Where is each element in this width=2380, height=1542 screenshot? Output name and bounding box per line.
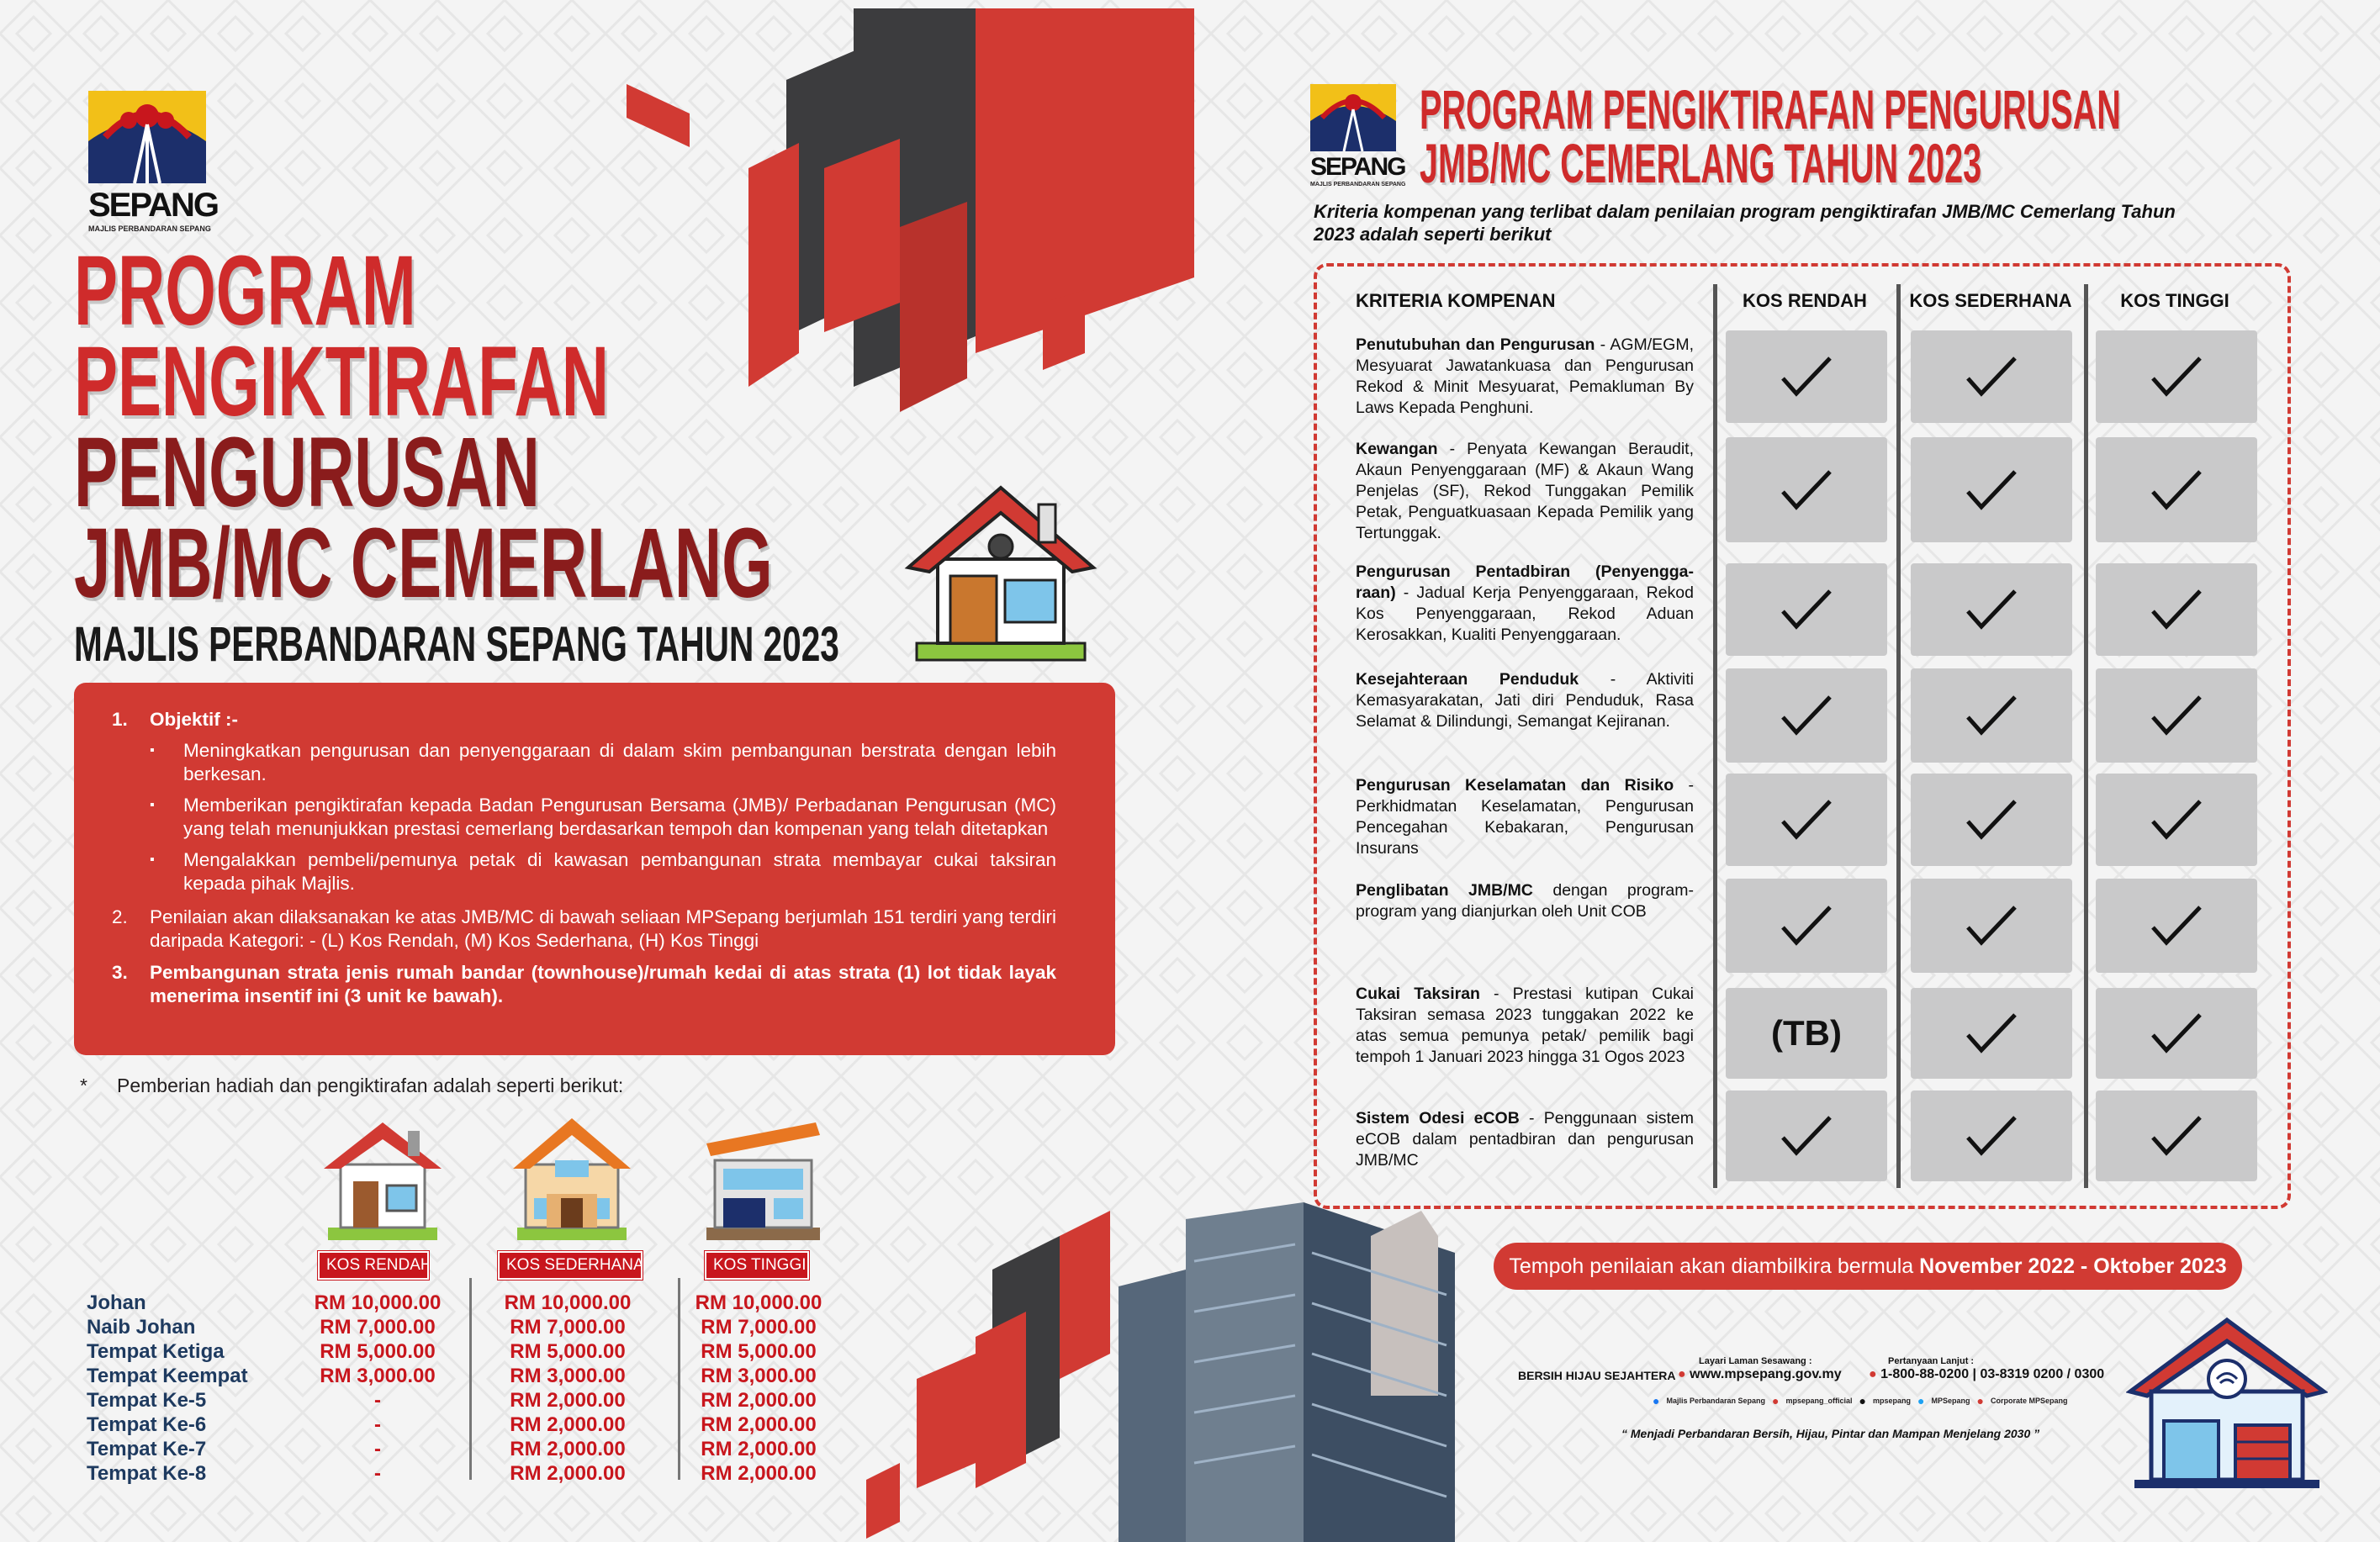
instagram-link[interactable]: mpsepang_official [1785,1397,1853,1405]
youtube-icon[interactable]: ● [1976,1394,1984,1407]
prize-value: - [374,1389,381,1412]
sepang-emblem-icon [88,91,206,183]
check-icon [1965,588,2018,631]
bullet-2: ▪ Memberikan pengiktirafan kepada Badan Pengurusan Bersama (JMB)/ Perbadanan Pengurusan (MC) yang telah menunjukkan prestasi cemerlang berdasarkan tempoh dan kompenan yang telah ditetapkan [150,795,1056,839]
check-cell [1726,437,1887,542]
prize-value: RM 2,000.00 [701,1438,817,1460]
check-cell [2096,774,2257,866]
prize-value: RM 3,000.00 [510,1365,626,1387]
right-title-line-2: JMB/MC CEMERLANG TAHUN 2023 [1420,132,1982,194]
check-cell [2096,988,2257,1079]
main-title [74,235,773,619]
header-kos-sederhana: KOS SEDERHANA [1909,290,2072,311]
title-line-4: JMB/MC CEMERLANG [74,508,773,619]
prize-value: RM 5,000.00 [510,1340,626,1363]
check-icon [1965,1114,2018,1158]
bullet-3: ▪ Mengalakkan pembeli/pemunya petak di kawasan pembangunan strata membayar cukai taksiran kepada pihak Majlis. [150,849,1056,894]
house-sederhana-icon [509,1114,635,1244]
prize-label: Tempat Ke-6 [87,1413,207,1436]
logo-subtext: MAJLIS PERBANDARAN SEPANG [1310,182,1406,187]
prize-value: RM 5,000.00 [701,1340,817,1363]
table-divider [1896,284,1901,1188]
check-icon [1780,694,1833,737]
check-icon [2150,468,2203,512]
right-description: Kriteria kompenan yang terlibat dalam penilaian program pengiktirafan JMB/MC Cemerlang Tahun 2023 adalah seperti berikut [1314,201,2176,245]
youtube-link[interactable]: Corporate MPSepang [1990,1397,2068,1405]
check-cell [1911,437,2072,542]
check-cell [1911,879,2072,973]
logo-subtext: MAJLIS PERBANDARAN SEPANG [88,224,211,233]
tag-kos-tinggi: KOS TINGGI [705,1251,809,1280]
twitter-icon[interactable]: ● [1917,1394,1925,1407]
tb-cell [1726,988,1887,1079]
title-line-1: PROGRAM [74,235,416,346]
prize-value: RM 2,000.00 [510,1413,626,1436]
check-cell [2096,437,2257,542]
prize-label: Tempat Ke-8 [87,1462,207,1485]
check-icon [1965,904,2018,948]
check-cell [1726,774,1887,866]
prize-intro: * Pemberian hadiah dan pengiktirafan adalah seperti berikut: [80,1075,624,1096]
header-kriteria: KRITERIA KOMPENAN [1356,290,1556,311]
prize-value: RM 10,000.00 [695,1291,822,1314]
instagram-icon[interactable]: ● [1772,1394,1780,1407]
sepang-logo-left [88,91,218,233]
check-cell [2096,563,2257,656]
logo-text: SEPANG [88,187,218,224]
prize-col-rendah [306,1291,449,1486]
check-icon [2150,904,2203,948]
check-cell [1726,330,1887,423]
globe-icon: ● [1678,1367,1686,1381]
phone-label: Pertanyaan Lanjut : [1888,1356,1975,1366]
prize-value: - [374,1438,381,1460]
prize-label: Johan [87,1291,146,1314]
title-line-2: PENGIKTIRAFAN [74,326,610,437]
item-1 [112,708,1056,731]
prize-label: Tempat Ke-7 [87,1438,207,1460]
prize-label: Tempat Ke-5 [87,1389,207,1412]
header-kos-rendah: KOS RENDAH [1743,290,1867,311]
prize-col-sederhana [496,1291,639,1486]
check-cell [1911,563,2072,656]
check-cell [1726,563,1887,656]
slogan-brand: BERSIH HIJAU SEJAHTERA [1518,1369,1676,1382]
check-cell [1911,668,2072,763]
prize-value: - [374,1413,381,1436]
tiktok-icon[interactable]: ● [1859,1394,1866,1407]
check-icon [1965,798,2018,842]
check-cell [2096,879,2257,973]
facebook-link[interactable]: Majlis Perbandaran Sepang [1666,1397,1766,1405]
criteria-row: Pengurusan Pentadbiran (Penyengga- raan) - Jadual Kerja Penyenggaraan, Rekod Kos Penyenggaraan, Rekod Aduan Kerosakkan, Kualiti Penyenggaraan. [1356,562,1694,644]
prize-value: RM 2,000.00 [701,1462,817,1485]
check-icon [1965,468,2018,512]
check-icon [1780,798,1833,842]
social-links [1653,1394,2067,1407]
prize-divider [678,1278,680,1480]
house-icon [904,479,1097,664]
sepang-emblem-icon [1310,84,1396,151]
evaluation-period: Tempoh penilaian akan diambilkira bermula November 2022 - Oktober 2023 [1494,1243,2242,1290]
tiktok-link[interactable]: mpsepang [1872,1397,1911,1405]
check-cell [1911,330,2072,423]
criteria-row: Cukai Taksiran - Prestasi kutipan Cukai Taksiran semasa 2023 tunggakan 2022 ke atas semua pemunya petak/ pemilik bagi tempoh 1 Januari 2023 hingga 31 Ogos 2023 [1356,985,1695,1066]
vision-quote: “ Menjadi Perbandaran Bersih, Hijau, Pintar dan Mampan Menjelang 2030 ” [1621,1427,2040,1440]
check-icon [2150,355,2203,399]
prize-value: - [374,1462,381,1485]
prize-value: RM 10,000.00 [504,1291,632,1314]
check-icon [1965,694,2018,737]
smart-home-icon [2126,1316,2328,1492]
tag-kos-sederhana: KOS SEDERHANA [498,1251,643,1280]
tb-label: (TB) [1771,1013,1842,1053]
prize-value: RM 7,000.00 [701,1316,817,1339]
twitter-link[interactable]: MPSepang [1931,1397,1970,1405]
sepang-logo-right [1310,84,1405,187]
check-icon [2150,694,2203,737]
check-icon [2150,588,2203,631]
header-kos-tinggi: KOS TINGGI [2120,290,2229,311]
check-icon [1780,1114,1833,1158]
criteria-row: Kesejahteraan Penduduk - Aktiviti Kemasyarakatan, Jati diri Penduduk, Rasa Selamat & Dilindungi, Semangat Kejiranan. [1356,670,1695,731]
check-cell [1726,879,1887,973]
house-tinggi-icon [698,1118,824,1244]
check-icon [1780,468,1833,512]
prize-value: RM 2,000.00 [510,1438,626,1460]
check-icon [2150,1114,2203,1158]
criteria-row: Penglibatan JMB/MC dengan program-program yang dianjurkan oleh Unit COB [1356,881,1694,921]
check-cell [1726,1090,1887,1181]
prize-value: RM 2,000.00 [701,1413,817,1436]
criteria-row: Penutubuhan dan Pengurusan - AGM/EGM, Mesyuarat Jawatankuasa dan Pengurusan Rekod & Minit Mesyuarat, Pemakluman By Laws Kepada Penghuni. [1356,335,1694,417]
item-1-title: Objektif :- [150,709,238,730]
item-2: 2. Penilaian akan dilaksanakan ke atas JMB/MC di bawah seliaan MPSepang berjumlah 151 terdiri yang terdiri daripada Kategori: - (L) Kos Rendah, (M) Kos Sederhana, (H) Kos Tinggi [112,906,1056,951]
prize-value: RM 10,000.00 [314,1291,442,1314]
prize-value: RM 3,000.00 [701,1365,817,1387]
prize-value: RM 2,000.00 [510,1389,626,1412]
prize-value: RM 7,000.00 [320,1316,436,1339]
criteria-row: Sistem Odesi eCOB - Penggunaan sistem eCOB dalam pentadbiran dan pengurusan JMB/MC [1356,1109,1694,1170]
check-icon [1780,355,1833,399]
phone-icon: ● [1869,1367,1877,1381]
check-cell [1911,1090,2072,1181]
website-link[interactable]: ● www.mpsepang.gov.my [1678,1367,1842,1381]
prize-value: RM 5,000.00 [320,1340,436,1363]
check-cell [2096,1090,2257,1181]
item-3: 3. Pembangunan strata jenis rumah bandar (townhouse)/rumah kedai di atas strata (1) lot tidak layak menerima insentif ini (3 unit ke bawah). [112,962,1056,1006]
check-cell [1911,988,2072,1079]
prize-col-tinggi [687,1291,830,1486]
prize-label: Tempat Ketiga [87,1340,225,1363]
bullet-1: ▪ Meningkatkan pengurusan dan penyenggaraan di dalam skim pembangunan berstrata dengan lebih berkesan. [150,740,1056,784]
check-icon [1780,904,1833,948]
facebook-icon[interactable]: ● [1653,1394,1660,1407]
item-1-number: 1. [112,709,128,730]
check-cell [1726,668,1887,763]
check-cell [2096,330,2257,423]
check-cell [2096,668,2257,763]
decorative-shapes-bottom [866,1186,1539,1542]
tag-kos-rendah: KOS RENDAH [318,1251,429,1280]
prize-label: Naib Johan [87,1316,196,1339]
phone-number: ● 1-800-88-0200 | 03-8319 0200 / 0300 [1869,1367,2105,1381]
right-title-line-1: PROGRAM PENGIKTIRAFAN PENGURUSAN [1420,78,2121,140]
main-subtitle: MAJLIS PERBANDARAN SEPANG TAHUN 2023 [74,617,839,672]
check-cell [1911,774,2072,866]
house-rendah-icon [320,1118,446,1244]
check-icon [2150,1011,2203,1055]
title-line-3: PENGURUSAN [74,417,540,528]
table-divider [2084,284,2088,1188]
check-icon [1965,1011,2018,1055]
check-icon [1965,355,2018,399]
prize-labels [87,1291,297,1486]
criteria-row: Kewangan - Penyata Kewangan Beraudit, Akaun Penyenggaraan (MF) & Akaun Wang Penjelas (SF), Rekod Tunggakan Pemilik Petak, Penguatkuasaan Kepada Pemilik yang Tertunggak. [1356,440,1694,542]
table-divider [1713,284,1717,1188]
objective-box [74,683,1115,1055]
prize-value: RM 2,000.00 [701,1389,817,1412]
right-title [1420,78,2121,194]
prize-value: RM 2,000.00 [510,1462,626,1485]
prize-divider [469,1278,472,1480]
logo-text: SEPANG [1310,153,1405,181]
check-icon [2150,798,2203,842]
prize-value: RM 3,000.00 [320,1365,436,1387]
web-label: Layari Laman Sesawang : [1699,1356,1812,1366]
criteria-row: Pengurusan Keselamatan dan Risiko - Perkhidmatan Keselamatan, Pengurusan Pencegahan Kebakaran, Pengurusan Insurans [1356,776,1694,858]
prize-value: RM 7,000.00 [510,1316,626,1339]
check-icon [1780,588,1833,631]
prize-label: Tempat Keempat [87,1365,248,1387]
